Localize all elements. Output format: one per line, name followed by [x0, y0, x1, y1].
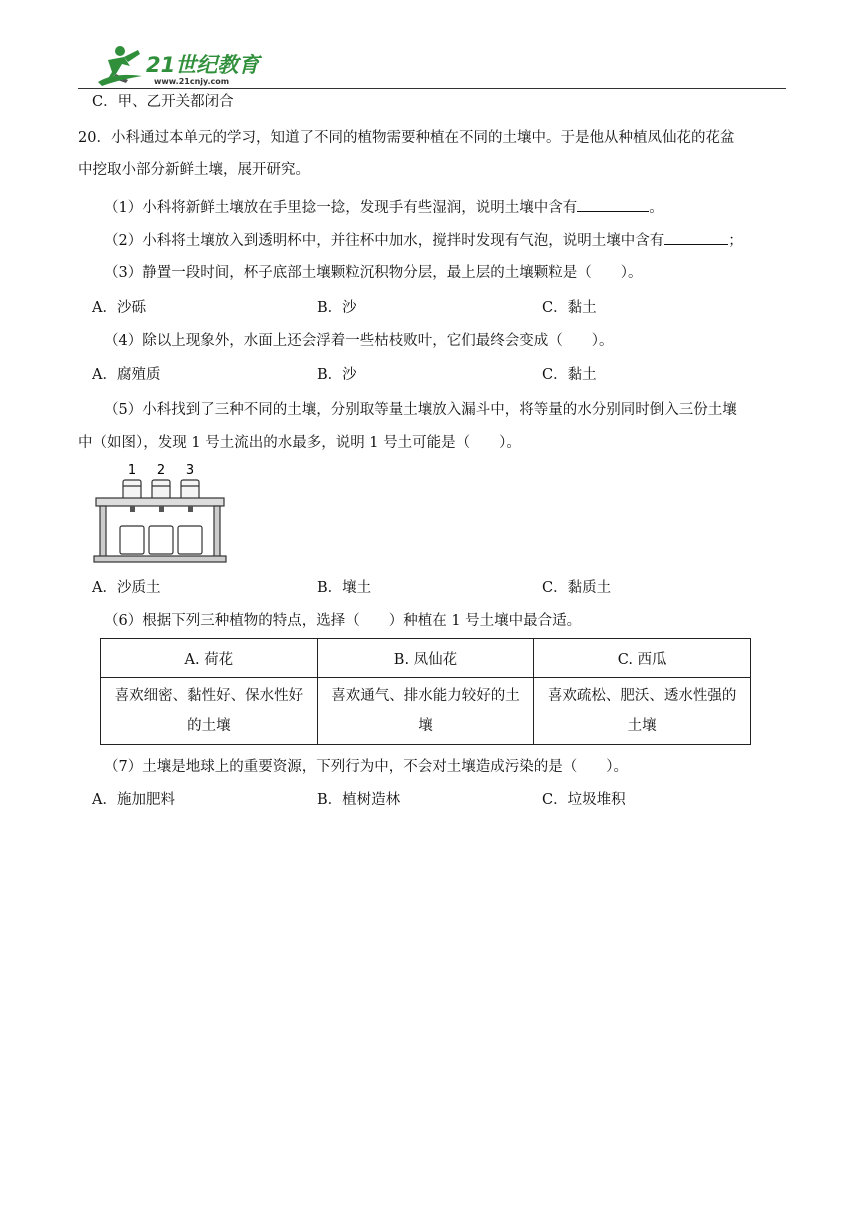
- q3-option-b[interactable]: B．沙: [317, 300, 357, 316]
- figure-label-1: 1: [127, 463, 137, 478]
- figure-label-3: 3: [185, 463, 195, 478]
- plant-soil-table: [100, 638, 751, 745]
- sub-question-1-text: （1）小科将新鲜土壤放在手里捻一捻，发现手有些湿润，说明土壤中含有: [104, 200, 578, 216]
- sub-question-7: （7）土壤是地球上的重要资源，下列行为中，不会对土壤造成污染的是（ ）。: [104, 759, 628, 775]
- cell-a-line2: 的土壤: [187, 718, 231, 734]
- table-row: [101, 678, 751, 745]
- q4-option-b[interactable]: B．沙: [317, 367, 357, 383]
- table-cell-c: [534, 678, 751, 745]
- q5-option-b[interactable]: B．壤土: [317, 580, 372, 596]
- q3-option-a[interactable]: A．沙砾: [92, 300, 146, 316]
- q4-option-c[interactable]: C．黏土: [542, 367, 597, 383]
- q7-option-c[interactable]: C．垃圾堆积: [542, 792, 626, 808]
- table-header-b: B. 凤仙花: [317, 639, 534, 678]
- funnel-experiment-figure: [92, 460, 228, 564]
- table-header-a: A. 荷花: [101, 639, 318, 678]
- sub-question-3: （3）静置一段时间，杯子底部土壤颗粒沉积物分层，最上层的土壤颗粒是（ ）。: [104, 265, 643, 281]
- q5-option-c[interactable]: C．黏质土: [542, 580, 612, 596]
- sub-question-5-line2: 中（如图），发现 1 号土流出的水最多，说明 1 号土可能是（ ）。: [78, 435, 521, 451]
- question-20-line2: 中挖取小部分新鲜土壤，展开研究。: [78, 162, 310, 178]
- cell-b-line2: 壤: [418, 718, 433, 734]
- sub-question-1-end: 。: [649, 200, 664, 216]
- table-cell-a: [101, 678, 318, 745]
- cell-b-line1: 喜欢通气、排水能力较好的土: [331, 688, 520, 704]
- q3-option-c[interactable]: C．黏土: [542, 300, 597, 316]
- q4-option-a[interactable]: A．腐殖质: [92, 367, 161, 383]
- sub-question-5-line1: （5）小科找到了三种不同的土壤，分别取等量土壤放入漏斗中，将等量的水分别同时倒入三份土壤: [104, 402, 737, 418]
- sub-question-2-text: （2）小科将土壤放入到透明杯中，并往杯中加水，搅拌时发现有气泡，说明土壤中含有: [104, 233, 665, 249]
- sub-question-2-end: ；: [728, 233, 743, 249]
- sub-question-2: [104, 230, 743, 251]
- table-cell-b: [317, 678, 534, 745]
- answer-blank-1[interactable]: [577, 197, 649, 212]
- figure-label-2: 2: [156, 463, 166, 478]
- logo: [94, 42, 274, 86]
- sub-question-4: （4）除以上现象外，水面上还会浮着一些枯枝败叶，它们最终会变成（ ）。: [104, 333, 614, 349]
- page-header: [78, 38, 786, 89]
- sub-question-6: （6）根据下列三种植物的特点，选择（ ）种植在 1 号土壤中最合适。: [104, 613, 582, 629]
- cell-c-line1: 喜欢疏松、肥沃、透水性强的: [547, 688, 737, 704]
- question-20-line1: 20．小科通过本单元的学习，知道了不同的植物需要种植在不同的土壤中。于是他从种植凤仙花的花盆: [78, 130, 735, 146]
- logo-url-text: www.21cnjy.com: [154, 77, 230, 86]
- cell-a-line1: 喜欢细密、黏性好、保水性好: [114, 688, 304, 704]
- cell-c-line2: 土壤: [627, 718, 657, 734]
- table-header-row: [101, 639, 751, 678]
- sub-question-1: [104, 197, 664, 218]
- answer-blank-2[interactable]: [664, 230, 728, 245]
- q5-option-a[interactable]: A．沙质土: [92, 580, 161, 596]
- runner-icon: [98, 46, 142, 86]
- q7-option-a[interactable]: A．施加肥料: [92, 792, 175, 808]
- logo-main-text: 21世纪教育: [146, 53, 260, 77]
- table-header-c: C. 西瓜: [534, 639, 751, 678]
- q7-option-b[interactable]: B．植树造林: [317, 792, 401, 808]
- prev-option-c: C．甲、乙开关都闭合: [92, 94, 234, 110]
